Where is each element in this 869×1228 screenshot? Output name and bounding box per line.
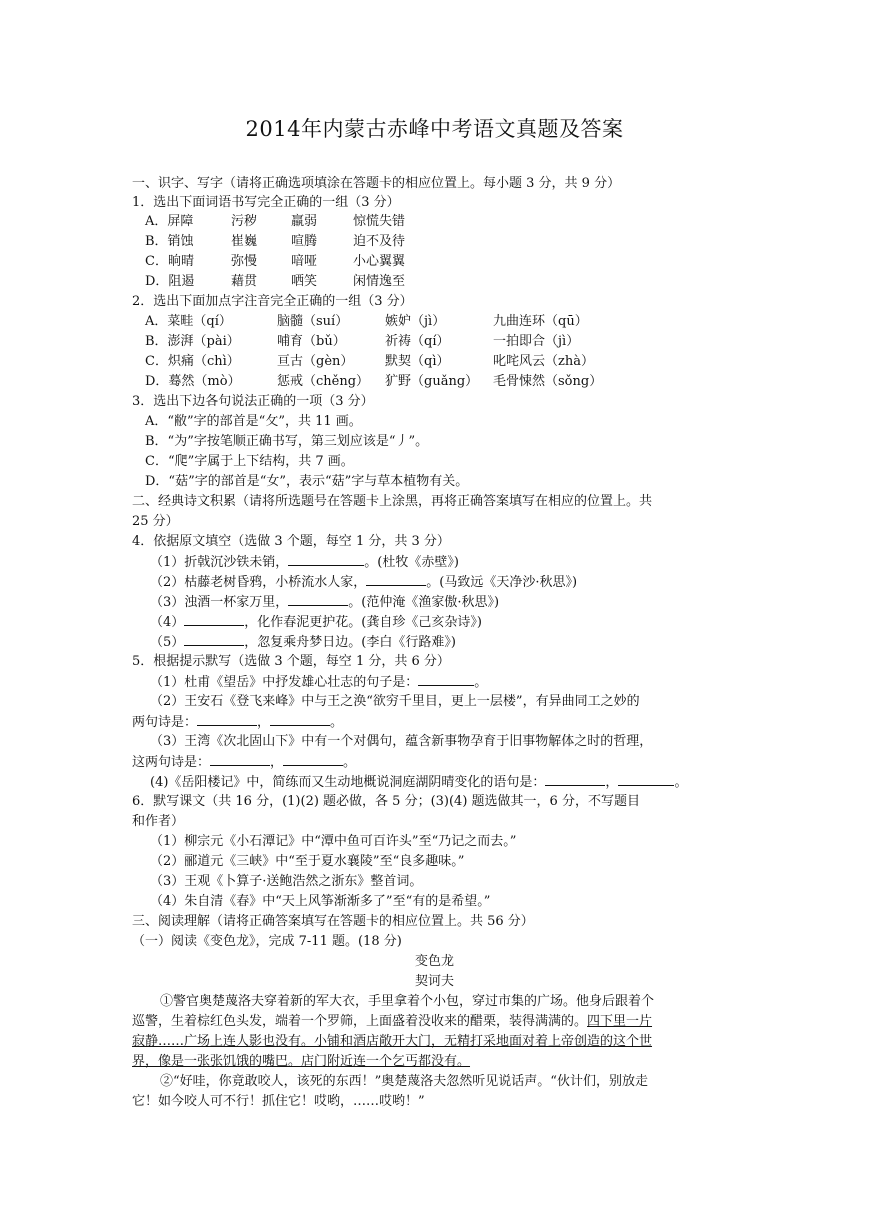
answer-blank[interactable]	[210, 753, 270, 766]
answer-blank[interactable]	[270, 713, 330, 726]
story-author: 契诃夫	[414, 974, 454, 989]
q6-item-2: （2）郦道元《三峡》中“至于夏水襄陵”至“良多趣味。”	[150, 854, 465, 869]
page-title: 2014年内蒙古赤峰中考语文真题及答案	[245, 117, 624, 141]
reading-1-heading: （一）阅读《变色龙》，完成 7-11 题。(18 分)	[132, 934, 402, 949]
q3-option-b: B．“为”字按笔顺正确书写，第三划应该是“丿”。	[145, 434, 429, 449]
answer-blank[interactable]	[366, 573, 426, 586]
q5-item-4: (4)《岳阳楼记》中，简练而又生动地概说洞庭湖阴晴变化的语句是： ， 。	[150, 775, 688, 790]
section-2-heading: 二、经典诗文积累（请将所选题号在答题卡上涂黑，再将正确答案填写在相应的位置上。共	[132, 494, 653, 509]
q2-option-b: B．澎湃（pài） 哺育（bǔ） 祈祷（qí） 一拍即合（jì）	[145, 334, 580, 349]
answer-blank[interactable]	[618, 773, 674, 786]
q1-option-b: B．销蚀 崔巍 喧腾 迫不及待	[145, 234, 406, 249]
paragraph-1-line-1: ①警官奥楚蔑洛夫穿着新的军大衣，手里拿着个小包，穿过市集的广场。他身后跟着个	[160, 994, 655, 1009]
question-4: 4．依据原文填空（选做 3 个题，每空 1 分，共 3 分）	[132, 534, 450, 549]
question-5: 5．根据提示默写（选做 3 个题，每空 1 分，共 6 分）	[132, 654, 450, 669]
q6-item-1: （1）柳宗元《小石潭记》中“潭中鱼可百许头”至“乃记之而去。”	[150, 834, 517, 849]
answer-blank[interactable]	[288, 593, 348, 606]
q5-item-2-cont: 两句诗是： ， 。	[132, 715, 344, 730]
q2-option-c: C．炽痛（chì） 亘古（gèn） 默契（qì） 叱咤风云（zhà）	[145, 354, 594, 369]
q1-option-c: C．晌晴 弥慢 喑哑 小心翼翼	[145, 254, 406, 269]
q6-item-3: （3）王观《卜算子·送鲍浩然之浙东》整首词。	[150, 874, 423, 889]
answer-blank[interactable]	[184, 613, 244, 626]
paragraph-1-line-4: 界，像是一张张饥饿的嘴巴。店门附近连一个乞丐都没有。	[132, 1054, 471, 1069]
q5-item-3-cont: 这两句诗是： ， 。	[132, 755, 357, 770]
story-title: 变色龙	[414, 954, 454, 969]
q4-item-1: （1）折戟沉沙铁未销， 。(杜牧《赤壁》)	[150, 555, 459, 570]
paragraph-2-line-1: ②“好哇，你竟敢咬人，该死的东西！”奥楚蔑洛夫忽然听见说话声。“伙计们，别放走	[160, 1074, 648, 1089]
q5-item-1: （1）杜甫《望岳》中抒发雄心壮志的句子是： 。	[150, 675, 488, 690]
paragraph-2-line-2: 它！如今咬人可不行！抓住它！哎哟，……哎哟！”	[132, 1094, 425, 1109]
q3-option-d: D．“菇”字的部首是“女”，表示“菇”字与草本植物有关。	[145, 474, 469, 489]
section-3-heading: 三、阅读理解（请将正确答案填写在答题卡的相应位置上。共 56 分）	[132, 914, 534, 929]
answer-blank[interactable]	[288, 553, 364, 566]
question-1: 1．选出下面词语书写完全正确的一组（3 分）	[132, 195, 400, 210]
answer-blank[interactable]	[283, 753, 343, 766]
q3-option-a: A．“敝”字的部首是“攵”，共 11 画。	[145, 414, 362, 429]
section-2-heading-cont: 25 分）	[132, 514, 179, 529]
q1-option-a: A．屏障 污秽 羸弱 惊慌失错	[145, 214, 406, 229]
q2-option-a: A．菜畦（qí） 脑髓（suí） 嫉妒（jì） 九曲连环（qū）	[145, 314, 588, 329]
answer-blank[interactable]	[418, 673, 474, 686]
answer-blank[interactable]	[197, 713, 257, 726]
answer-blank[interactable]	[184, 633, 244, 646]
q5-item-2: （2）王安石《登飞来峰》中与王之涣“欲穷千里目，更上一层楼”，有异曲同工之妙的	[150, 694, 640, 709]
q4-item-5: （5） ，忽复乘舟梦日边。(李白《行路难》)	[150, 635, 456, 650]
q6-item-4: （4）朱自清《春》中“天上风筝渐渐多了”至“有的是希望。”	[150, 894, 491, 909]
q3-option-c: C．“爬”字属于上下结构，共 7 画。	[145, 454, 354, 469]
question-2: 2．选出下面加点字注音完全正确的一组（3 分）	[132, 294, 413, 309]
paragraph-1-line-2: 巡警，生着棕红色头发，端着一个罗筛，上面盛着没收来的醋栗，装得满满的。四下里一片	[132, 1014, 653, 1029]
q4-item-3: （3）浊酒一杯家万里， 。(范仲淹《渔家傲·秋思》)	[150, 595, 500, 610]
question-6: 6．默写课文（共 16 分，(1)(2) 题必做，各 5 分；(3)(4) 题选做其一，6 分，不写题目	[132, 794, 640, 809]
q4-item-2: （2）枯藤老树昏鸦，小桥流水人家， 。(马致远《天净沙·秋思》)	[150, 575, 578, 590]
q2-option-d: D．蓦然（mò） 惩戒（chěng） 犷野（guǎng） 毛骨悚然（sǒng）	[145, 374, 603, 389]
q4-item-4: （4） ，化作春泥更护花。(龚自珍《己亥杂诗》)	[150, 615, 482, 630]
question-6-cont: 和作者）	[132, 814, 185, 829]
q1-option-d: D．阻遏 藉贯 哂笑 闲情逸至	[145, 274, 406, 289]
question-3: 3．选出下边各句说法正确的一项（3 分）	[132, 394, 374, 409]
section-1-heading: 一、识字、写字（请将正确选项填涂在答题卡的相应位置上。每小题 3 分，共 9 分）	[132, 176, 621, 191]
answer-blank[interactable]	[545, 773, 605, 786]
underlined-text: 四下里一片	[587, 1014, 653, 1029]
paragraph-1-line-3: 寂静……广场上连人影也没有。小铺和酒店敞开大门，无精打采地面对着上帝创造的这个世	[132, 1034, 653, 1049]
q5-item-3: （3）王湾《次北固山下》中有一个对偶句，蕴含新事物孕育于旧事物解体之时的哲理，	[150, 734, 653, 749]
